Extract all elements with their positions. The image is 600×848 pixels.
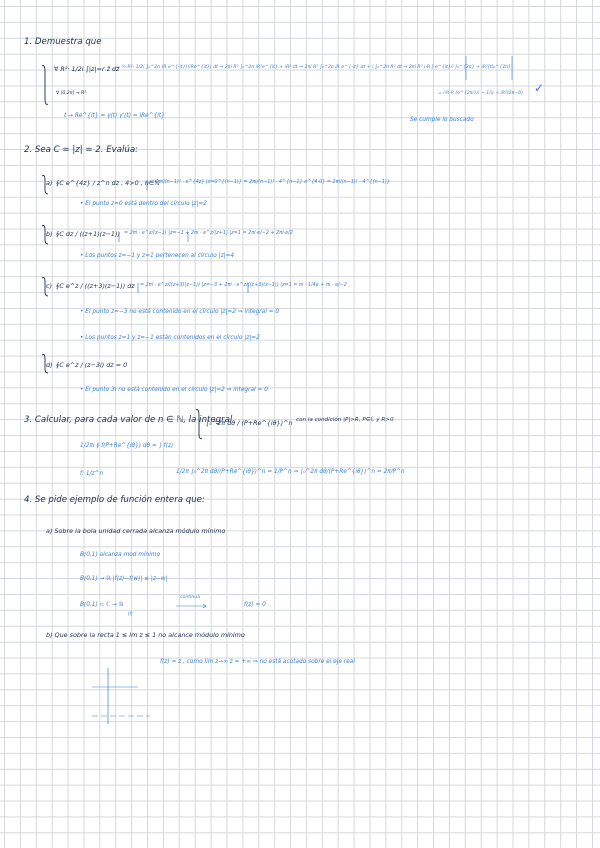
ex2d-label: d) <box>46 361 53 369</box>
ex4b-line-1: f(z) = z , como lim z→∞ z = +∞ ⇒ no está acotado sobre el eje real <box>160 659 355 665</box>
ex1-parametrization: t → Re^{it} = γ(t) γ'(t) = iRe^{it} <box>64 113 165 119</box>
ex2b-result: = 2πi · e^z/(z−1) |z=−1 + 2πi · e^z/(z+1) |z=1 = 2πi·e/−2 + 2πi·e/2 <box>124 230 293 236</box>
ex2d-integral: ∮C e^z / (z−3i) dz = 0 <box>56 361 128 369</box>
integral-sign-1 <box>42 66 48 105</box>
ex1-evaluation: = i·R·R (e^{2πi}/i − 1/i) + iR²(2π−0) <box>438 91 523 96</box>
ex3-integral: ∫₀^2π dθ / (P+Re^{iθ})^n <box>206 419 293 427</box>
ex2c-label: c) <box>46 282 53 290</box>
ex4a-arrow-label-over: continua <box>180 595 200 600</box>
ex4-heading: 4. Se pide ejemplo de función entera que: <box>24 495 205 505</box>
ex4a-line-3: B(0,1) ⊂ ℂ → ℝ <box>80 602 124 608</box>
ex2a-integral: ∮C e^{4z} / z^n dz , 4>0 , n∈ℕ <box>56 179 160 187</box>
ex4a-line-2: B(0,1) → ℝ |f(z)−f(w)| ≤ |z−w| <box>80 576 168 582</box>
ex2b-note: • Los puntos z=−1 y z=1 pertenecen al círculo |z|=4 <box>80 253 235 259</box>
ex2b-integral: ∮C dz / ((z+1)(z−1)) <box>56 230 120 238</box>
ex4a-text: a) Sobre la bola unidad cerrada alcanza módulo mínimo <box>46 527 226 535</box>
ex1-conclusion: Se cumple lo buscado <box>410 117 474 123</box>
ex4a-arrow-label-under: |f| <box>128 612 133 617</box>
ex1-equation-chain: = ½·R²· 1/2i ∫₀^2π (R e^{-it})(iRe^{it}) dt ⇒ 2πi R² ∫₀^2π iR²e^{it} + iR² dt ⇒ 2πi R² ∫₀^2π iR e^{-it} dt + i ∫₀^2π R² dt ⇒ 2πi R² i·R [ e^{it}/i ]₀^{2π} + iR²[t]₀^{2π} <box>116 65 511 70</box>
ex4a-line-4: f(z) = 0 <box>244 602 266 608</box>
ex2c-integral: ∮C e^z / ((z+3)(z−1)) dz <box>56 282 135 290</box>
ex1-heading: 1. Demuestra que <box>24 37 102 47</box>
ex2a-label: a) <box>46 179 53 187</box>
ex2d-note: • El punto 3i no está contenido en el círculo |z|=2 ⇒ integral = 0 <box>80 387 268 393</box>
ex4a-line-1: B(0,1) alcanza mod mínimo <box>80 552 161 558</box>
check-mark-icon: ✓ <box>534 81 545 95</box>
ex3-work-1: 1/2πi ∮ f(P+Re^{iθ}) dθ = ∫ f(z) <box>80 443 174 449</box>
ex2a-note: • El punto z=0 está dentro del círculo |z|=2 <box>80 201 207 207</box>
ex2-heading: 2. Sea C = |z| = 2. Evalúa: <box>24 145 139 155</box>
ex3-work-2: f: 1/z^n <box>80 471 104 477</box>
ex4b-text: b) Que sobre la recta 1 ≤ Im z ≤ 1 no alcance módulo mínimo <box>46 631 245 639</box>
ex2c-result: = 2πi · e^z/((z+3)(z−1)) |z=−3 + 2πi · e^z/((z+3)(z−1)) |z=1 = πi · 1/4e + πi · e/−2 <box>140 282 347 288</box>
ex2c-note-2: • Los puntos z=1 y z=−1 están contenidos en el círculo |z|=2 <box>80 335 260 341</box>
ex1-lhs: ∀ R²· 1/2i ∫|z|=r z̄ dz <box>54 65 120 73</box>
ex3-heading: 3. Calcular, para cada valor de n ∈ ℕ, la integral <box>24 415 233 425</box>
ex1-domain-line: ∀ [0,2π] → R² <box>56 91 87 96</box>
ex2c-note: • El punto z=−3 no está contenido en el círculo |z|=2 ⇒ integral = 0 <box>80 309 280 315</box>
ex2b-label: b) <box>46 230 53 238</box>
ex3-result: 1/2π ∫₀^2π dθ/(P+Re^{iθ})^n = 1/P^n ⇒ ∫₀^2π dθ/(P+Re^{iθ})^n = 2π/P^n <box>176 469 405 475</box>
ex3-condition: con la condición |P|>R, P∈ℂ y R>0 <box>296 417 394 423</box>
ex2a-result: = 2πi/(n−1)! · e^{4z} |z=0^{(n−1)} = 2πi/(n−1)! · 4^{n−1} e^{4·0} = 2πi/(n−1)! · 4^{(n−1)} <box>150 179 390 185</box>
